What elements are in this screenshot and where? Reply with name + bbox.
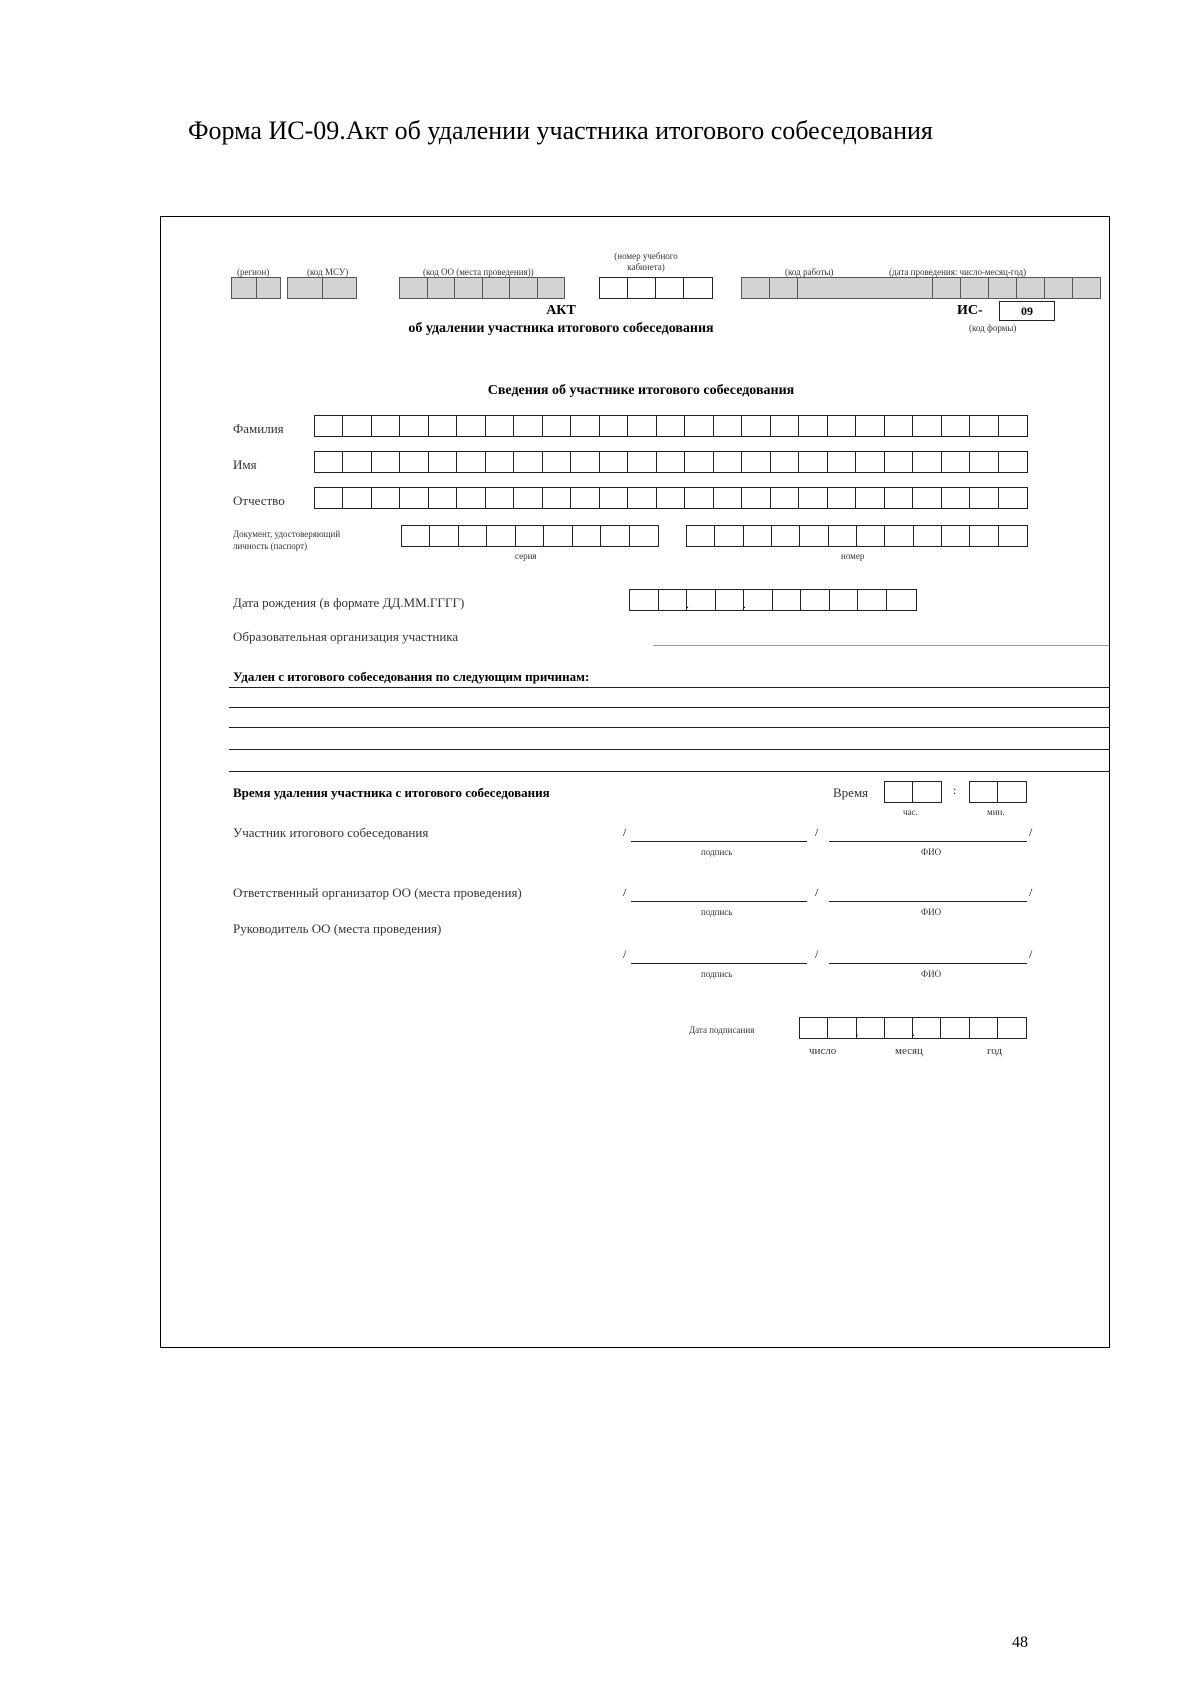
birth-date-label: Дата рождения (в формате ДД.ММ.ГГГГ) — [233, 595, 465, 610]
org-label: Образовательная организация участника — [233, 629, 459, 644]
signature-caption: подпись — [701, 847, 733, 857]
reasons-line-5[interactable] — [229, 771, 1109, 772]
date-label: (дата проведения: число-месяц-год) — [889, 267, 1027, 277]
removal-time-label: Время удаления участника с итогового собеседования — [233, 785, 550, 800]
head-signature-line[interactable] — [631, 963, 807, 964]
month-caption: месяц — [895, 1045, 923, 1057]
slash: / — [815, 885, 819, 899]
number-caption: номер — [841, 551, 865, 561]
series-caption: серия — [515, 551, 537, 561]
document-label-line2: личность (паспорт) — [233, 541, 308, 551]
minutes-cells[interactable] — [969, 781, 1027, 803]
slash: / — [623, 825, 627, 839]
hours-cells[interactable] — [884, 781, 942, 803]
time-word: Время — [833, 785, 869, 800]
hours-caption: час. — [903, 807, 918, 817]
msu-code-box[interactable] — [287, 277, 357, 299]
reasons-line-4[interactable] — [229, 749, 1109, 750]
page-number: 48 — [1012, 1634, 1028, 1651]
slash: / — [1029, 885, 1033, 899]
reasons-line-3[interactable] — [229, 727, 1109, 728]
signature-caption: подпись — [701, 969, 733, 979]
slash: / — [1029, 947, 1033, 961]
time-separator: : — [953, 783, 957, 797]
form-code-box: 09 — [999, 301, 1055, 321]
participant-section-title: Сведения об участнике итогового собеседования — [487, 383, 795, 398]
act-subtitle: об удалении участника итогового собеседования — [408, 321, 714, 336]
act-title: АКТ — [546, 303, 576, 318]
day-caption: число — [809, 1045, 837, 1057]
region-label: (регион) — [237, 267, 270, 277]
surname-cells[interactable] — [314, 415, 1028, 437]
form-prefix: ИС- — [957, 303, 983, 318]
slash: / — [623, 947, 627, 961]
participant-signature-line[interactable] — [631, 841, 807, 842]
organizer-signature-line[interactable] — [631, 901, 807, 902]
participant-fio-line[interactable] — [829, 841, 1027, 842]
signature-caption: подпись — [701, 907, 733, 917]
head-signature-label: Руководитель ОО (места проведения) — [233, 921, 442, 936]
classroom-number-label: (номер учебного кабинета) — [614, 251, 678, 272]
oo-code-box[interactable] — [399, 277, 565, 299]
name-cells[interactable] — [314, 451, 1028, 473]
classroom-number-box[interactable] — [599, 277, 713, 299]
form-code-label: (код формы) — [969, 323, 1017, 333]
document-label-line1: Документ, удостоверяющий — [233, 529, 341, 539]
organizer-signature-label: Ответственный организатор ОО (места проведения) — [233, 885, 522, 900]
slash: / — [1029, 825, 1033, 839]
sign-date-cells[interactable] — [799, 1017, 1027, 1039]
name-label: Имя — [233, 457, 257, 472]
msu-code-label: (код МСУ) — [307, 267, 349, 277]
birth-date-cells[interactable] — [629, 589, 917, 611]
slash: / — [815, 825, 819, 839]
fio-caption: ФИО — [921, 847, 942, 857]
removal-reasons-label: Удален с итогового собеседования по следующим причинам: — [233, 669, 590, 684]
reasons-line-2[interactable] — [229, 707, 1109, 708]
patronymic-label: Отчество — [233, 493, 285, 508]
work-code-label: (код работы) — [785, 267, 834, 277]
surname-label: Фамилия — [233, 421, 284, 436]
document-number-cells[interactable] — [686, 525, 1028, 547]
organizer-fio-line[interactable] — [829, 901, 1027, 902]
participant-signature-label: Участник итогового собеседования — [233, 825, 429, 840]
region-code-box[interactable] — [231, 277, 281, 299]
slash: / — [815, 947, 819, 961]
reasons-line-1[interactable] — [229, 687, 1109, 688]
oo-code-label: (код ОО (места проведения)) — [423, 267, 534, 277]
patronymic-cells[interactable] — [314, 487, 1028, 509]
sign-date-label: Дата подписания — [689, 1025, 755, 1035]
org-line[interactable] — [653, 645, 1109, 646]
year-caption: год — [987, 1045, 1003, 1057]
page-title: Форма ИС-09.Акт об удалении участника итогового собеседования — [188, 116, 933, 145]
minutes-caption: мин. — [987, 807, 1005, 817]
fio-caption: ФИО — [921, 907, 942, 917]
head-fio-line[interactable] — [829, 963, 1027, 964]
work-and-date-box[interactable] — [741, 277, 1101, 299]
document-series-cells[interactable] — [401, 525, 659, 547]
form-frame — [160, 216, 1110, 1348]
fio-caption: ФИО — [921, 969, 942, 979]
slash: / — [623, 885, 627, 899]
